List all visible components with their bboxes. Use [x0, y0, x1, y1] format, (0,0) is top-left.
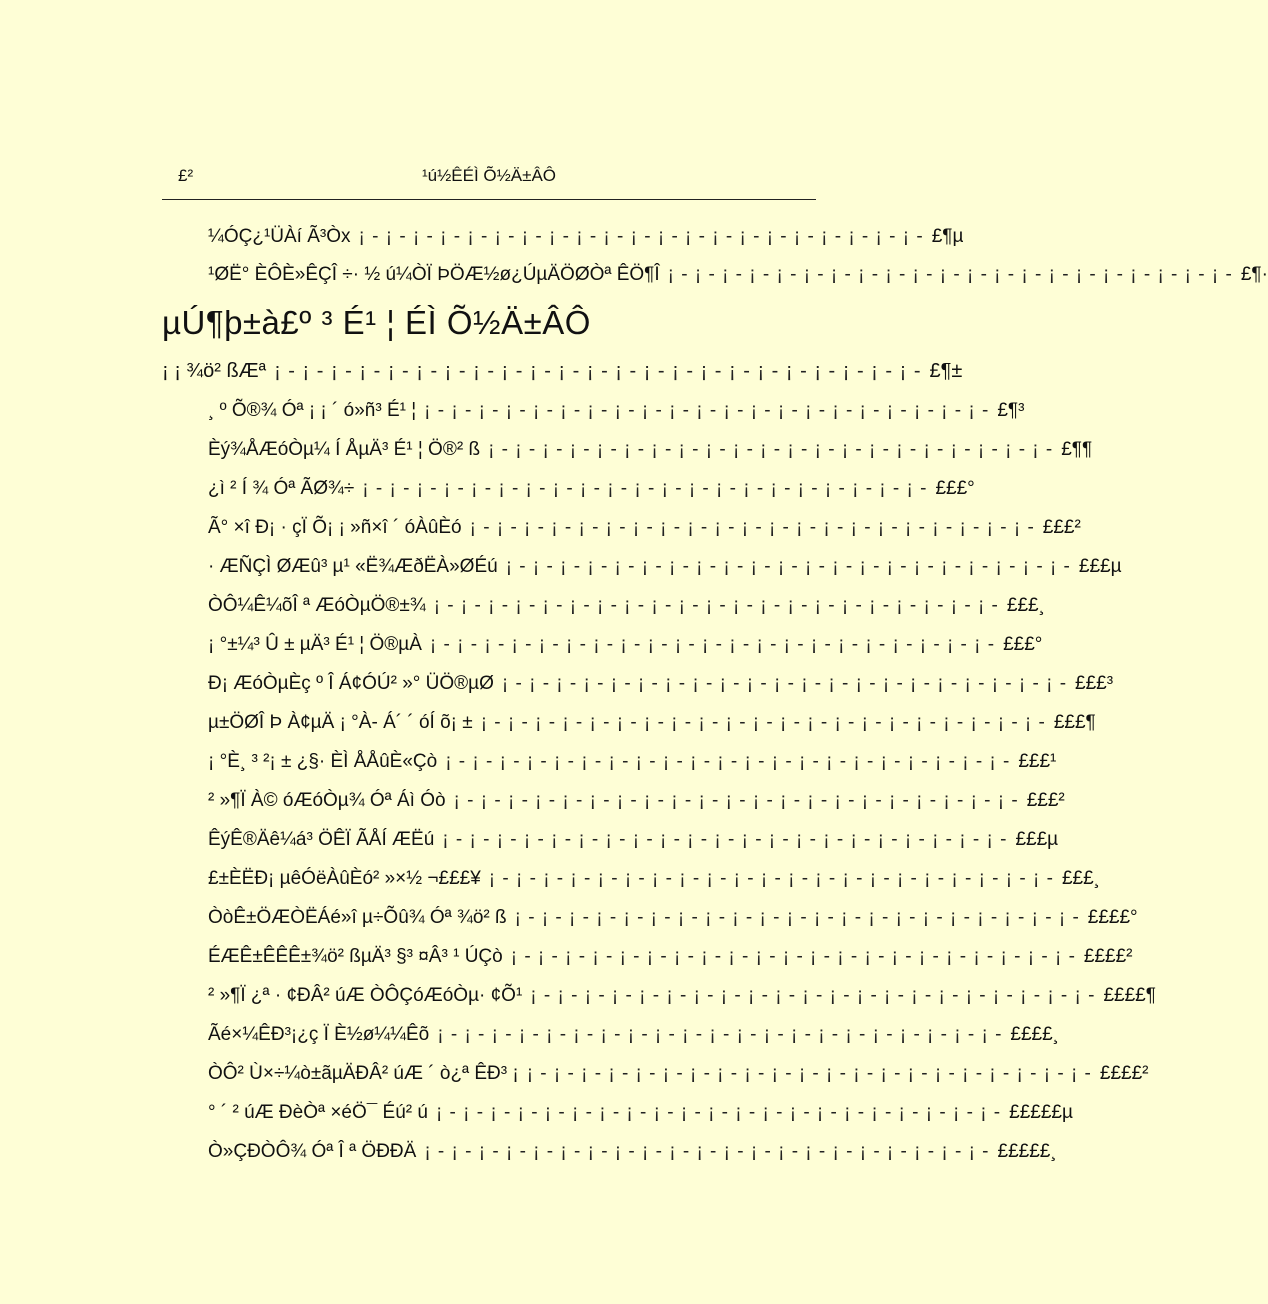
toc-entry-title: ÉÆÊ±ÊÊÊ±¾ö² ßµÄ³ §³ ¤Â³ ¹ ÚÇò	[208, 946, 503, 967]
toc-entry-title: ÒÔ¼Ê¼õÎ ª ÆóÒµÖ®±¾	[208, 595, 426, 616]
toc-leader: ¡ - ¡ - ¡ - ¡ - ¡ - ¡ - ¡ - ¡ - ¡ - ¡ - ¡ - ¡ - ¡ - ¡ - ¡ - ¡ - ¡ - ¡ - ¡ - ¡ - ¡ -	[442, 829, 1008, 850]
toc-entry-title: ÊýÊ®Äê¼á³ ÖÊÏ ÃÅÍ ÆËú	[208, 829, 435, 850]
toc-entry-page: £££¶	[1053, 712, 1096, 733]
toc-leader: ¡ - ¡ - ¡ - ¡ - ¡ - ¡ - ¡ - ¡ - ¡ - ¡ - ¡ - ¡ - ¡ - ¡ - ¡ - ¡ - ¡ - ¡ - ¡ - ¡ - ¡ -	[469, 517, 1035, 538]
toc-entry[interactable]	[208, 1102, 1073, 1132]
toc-entry[interactable]	[208, 1063, 1149, 1093]
toc-entry-page: ££££¸	[1010, 1024, 1060, 1045]
toc-leader: ¡ - ¡ - ¡ - ¡ - ¡ - ¡ - ¡ - ¡ - ¡ - ¡ - ¡ - ¡ - ¡ - ¡ - ¡ - ¡ - ¡ - ¡ - ¡ - ¡ - ¡ -	[514, 907, 1080, 928]
toc-entry[interactable]	[208, 868, 1100, 898]
toc-entry[interactable]	[208, 556, 1122, 586]
toc-entry-page: £££££µ	[1009, 1102, 1073, 1123]
toc-leader: ¡ - ¡ - ¡ - ¡ - ¡ - ¡ - ¡ - ¡ - ¡ - ¡ - ¡ - ¡ - ¡ - ¡ - ¡ - ¡ - ¡ - ¡ - ¡ - ¡ - ¡ -	[453, 790, 1019, 811]
toc-leader: ¡ - ¡ - ¡ - ¡ - ¡ - ¡ - ¡ - ¡ - ¡ - ¡ - ¡ - ¡ - ¡ - ¡ - ¡ - ¡ - ¡ - ¡ - ¡ - ¡ - ¡ -	[437, 1024, 1003, 1045]
toc-section-title: ¡ ¡ ¾ö² ßÆª	[162, 360, 267, 382]
toc-entry-title: ¹ØË° ÈÔÈ»ÊÇÎ ÷· ½ ú¼ÒÏ ÞÖÆ½ø¿ÚµÄÖØÒª ÊÖ¶Î	[208, 264, 660, 285]
toc-entry[interactable]	[208, 226, 964, 256]
running-title: ¹ú½ÊÉÌ Õ½Ä±ÂÔ	[421, 166, 557, 185]
toc-leader: ¡ - ¡ - ¡ - ¡ - ¡ - ¡ - ¡ - ¡ - ¡ - ¡ - ¡ - ¡ - ¡ - ¡ - ¡ - ¡ - ¡ - ¡ - ¡ - ¡ - ¡ -	[526, 1063, 1092, 1084]
toc-leader: ¡ - ¡ - ¡ - ¡ - ¡ - ¡ - ¡ - ¡ - ¡ - ¡ - ¡ - ¡ - ¡ - ¡ - ¡ - ¡ - ¡ - ¡ - ¡ - ¡ - ¡ -	[424, 400, 990, 421]
toc-entry-title: µ±ÖØÎ Þ À¢µÄ ¡ °À- Á´ ´ óÍ õ¡ ±	[208, 712, 473, 733]
toc-entry-page: £¶µ	[931, 226, 964, 247]
toc-entry-page: £££²	[1026, 790, 1065, 811]
toc-entry-page: £££££¸	[997, 1141, 1057, 1162]
toc-entry-title: ¡ °±¼³ Û ± µÄ³ É¹ ¦ Ö®µÀ	[208, 634, 422, 655]
toc-leader: ¡ - ¡ - ¡ - ¡ - ¡ - ¡ - ¡ - ¡ - ¡ - ¡ - ¡ - ¡ - ¡ - ¡ - ¡ - ¡ - ¡ - ¡ - ¡ - ¡ - ¡ -	[433, 595, 999, 616]
toc-leader: ¡ - ¡ - ¡ - ¡ - ¡ - ¡ - ¡ - ¡ - ¡ - ¡ - ¡ - ¡ - ¡ - ¡ - ¡ - ¡ - ¡ - ¡ - ¡ - ¡ - ¡ -	[424, 1141, 990, 1162]
toc-entry-page: £££°	[935, 478, 975, 499]
toc-entry-page: ££££°	[1087, 907, 1138, 928]
toc-entry[interactable]	[208, 478, 975, 508]
page-number: £²	[178, 166, 194, 185]
toc-entry[interactable]	[208, 829, 1059, 859]
chapter-heading[interactable]: µÚ¶þ±à£º ³ É¹ ¦ ÉÌ Õ½Ä±ÂÔ	[162, 304, 591, 341]
toc-entry[interactable]	[208, 751, 1057, 781]
toc-entry[interactable]	[208, 946, 1133, 976]
toc-leader: ¡ - ¡ - ¡ - ¡ - ¡ - ¡ - ¡ - ¡ - ¡ - ¡ - ¡ - ¡ - ¡ - ¡ - ¡ - ¡ - ¡ - ¡ - ¡ - ¡ - ¡ -	[488, 439, 1054, 460]
toc-entry-title: Èý¾ÅÆóÒµ¼ Í ÅµÄ³ É¹ ¦ Ö®² ß	[208, 439, 481, 460]
running-header	[162, 166, 816, 194]
toc-entry-title: ² »¶Ï À© óÆóÒµ¾ Óª Áì Óò	[208, 790, 446, 811]
toc-leader: ¡ - ¡ - ¡ - ¡ - ¡ - ¡ - ¡ - ¡ - ¡ - ¡ - ¡ - ¡ - ¡ - ¡ - ¡ - ¡ - ¡ - ¡ - ¡ - ¡ - ¡ -	[488, 868, 1054, 889]
toc-entry[interactable]	[208, 712, 1096, 742]
toc-entry[interactable]	[208, 595, 1045, 625]
toc-entry-page: ££££²	[1099, 1063, 1149, 1084]
toc-entry-page: £££¸	[1061, 868, 1100, 889]
toc-leader: ¡ - ¡ - ¡ - ¡ - ¡ - ¡ - ¡ - ¡ - ¡ - ¡ - ¡ - ¡ - ¡ - ¡ - ¡ - ¡ - ¡ - ¡ - ¡ - ¡ - ¡ -	[362, 478, 928, 499]
toc-entry-title: Ò»ÇÐÒÔ¾ Óª Î ª ÖÐÐÄ	[208, 1141, 417, 1162]
toc-entry[interactable]	[208, 673, 1114, 703]
toc-entry-title: ¿ì ² Í ¾ Óª ÃØ¾÷	[208, 478, 355, 499]
toc-entry-page: £££¹	[1018, 751, 1057, 772]
header-rule	[162, 199, 816, 200]
toc-entry[interactable]	[208, 264, 1268, 294]
toc-entry-title: ¸ º Õ®¾ Óª ¡ ¡ ´ ó»ñ³ É¹ ¦	[208, 400, 417, 421]
toc-entry[interactable]	[208, 1024, 1060, 1054]
toc-entry[interactable]	[208, 400, 1025, 430]
toc-entry-title: ² »¶Ï ¿ª · ¢ÐÂ² úÆ ÒÔÇóÆóÒµ· ¢Õ¹	[208, 985, 523, 1006]
toc-entry[interactable]	[208, 790, 1065, 820]
toc-entry[interactable]	[208, 634, 1043, 664]
toc-entry-page: £££²	[1042, 517, 1081, 538]
toc-leader: ¡ - ¡ - ¡ - ¡ - ¡ - ¡ - ¡ - ¡ - ¡ - ¡ - ¡ - ¡ - ¡ - ¡ - ¡ - ¡ - ¡ - ¡ - ¡ - ¡ - ¡ -	[435, 1102, 1002, 1123]
toc-leader: ¡ - ¡ - ¡ - ¡ - ¡ - ¡ - ¡ - ¡ - ¡ - ¡ - ¡ - ¡ - ¡ - ¡ - ¡ - ¡ - ¡ - ¡ - ¡ - ¡ - ¡ -	[530, 985, 1096, 1006]
toc-entry-page: £¶³	[997, 400, 1025, 421]
toc-entry-page: £¶¶	[1061, 439, 1093, 460]
toc-leader: ¡ - ¡ - ¡ - ¡ - ¡ - ¡ - ¡ - ¡ - ¡ - ¡ - ¡ - ¡ - ¡ - ¡ - ¡ - ¡ - ¡ - ¡ - ¡ - ¡ - ¡ -	[480, 712, 1046, 733]
toc-entry[interactable]	[208, 907, 1138, 937]
toc-entry-page: ££££²	[1083, 946, 1133, 967]
toc-leader: ¡ - ¡ - ¡ - ¡ - ¡ - ¡ - ¡ - ¡ - ¡ - ¡ - ¡ - ¡ - ¡ - ¡ - ¡ - ¡ - ¡ - ¡ - ¡ - ¡ - ¡ -	[510, 946, 1076, 967]
toc-entry[interactable]	[208, 517, 1081, 547]
toc-leader: ¡ - ¡ - ¡ - ¡ - ¡ - ¡ - ¡ - ¡ - ¡ - ¡ - ¡ - ¡ - ¡ - ¡ - ¡ - ¡ - ¡ - ¡ - ¡ - ¡ - ¡ -	[429, 634, 996, 655]
toc-entry-page: £££µ	[1015, 829, 1059, 850]
toc-entry-title: Ã° ×î Ð¡ · çÏ Õ¡ ¡ »ñ×î ´ óÀûÈó	[208, 517, 462, 538]
toc-leader: ¡ - ¡ - ¡ - ¡ - ¡ - ¡ - ¡ - ¡ - ¡ - ¡ - ¡ - ¡ - ¡ - ¡ - ¡ - ¡ - ¡ - ¡ - ¡ - ¡ - ¡ -	[505, 556, 1071, 577]
toc-leader: ¡ - ¡ - ¡ - ¡ - ¡ - ¡ - ¡ - ¡ - ¡ - ¡ - ¡ - ¡ - ¡ - ¡ - ¡ - ¡ - ¡ - ¡ - ¡ - ¡ - ¡ -	[501, 673, 1068, 694]
toc-entry-title: ° ´ ² úÆ ÐèÒª ×éÖ¯ Éú² ú	[208, 1102, 428, 1123]
toc-entry-title: Ãé×¼ÊÐ³¡¿ç Ï È½ø¼¼Êõ	[208, 1024, 430, 1045]
toc-entry-page: £££¸	[1006, 595, 1045, 616]
toc-entry-page: ££££¶	[1103, 985, 1156, 1006]
toc-entry-page: £££°	[1003, 634, 1043, 655]
toc-entry-page: £££³	[1075, 673, 1114, 694]
toc-entry-page: £££µ	[1078, 556, 1122, 577]
toc-section-page: £¶±	[929, 360, 963, 382]
toc-entry-page: £¶·	[1240, 264, 1268, 285]
toc-leader: ¡ - ¡ - ¡ - ¡ - ¡ - ¡ - ¡ - ¡ - ¡ - ¡ - ¡ - ¡ - ¡ - ¡ - ¡ - ¡ - ¡ - ¡ - ¡ - ¡ - ¡ - ¡ - ¡ -	[274, 360, 922, 382]
toc-entry-title: ÒÔ² Ù×÷¼ò±ãµÄÐÂ² úÆ ´ ò¿ª ÊÐ³ ¡	[208, 1063, 519, 1084]
toc-leader: ¡ - ¡ - ¡ - ¡ - ¡ - ¡ - ¡ - ¡ - ¡ - ¡ - ¡ - ¡ - ¡ - ¡ - ¡ - ¡ - ¡ - ¡ - ¡ - ¡ - ¡ -	[358, 226, 924, 247]
toc-entry-title: Ð¡ ÆóÒµÈç º Î Á¢ÓÚ² »° ÜÖ®µØ	[208, 673, 494, 694]
toc-entry[interactable]	[208, 439, 1093, 469]
toc-entry[interactable]	[208, 1141, 1057, 1171]
toc-entry-title: £±ÈËÐ¡ µêÓëÀûÈó² »×½ ¬£££¥	[208, 868, 481, 889]
toc-leader: ¡ - ¡ - ¡ - ¡ - ¡ - ¡ - ¡ - ¡ - ¡ - ¡ - ¡ - ¡ - ¡ - ¡ - ¡ - ¡ - ¡ - ¡ - ¡ - ¡ - ¡ -	[667, 264, 1233, 285]
toc-entry[interactable]	[208, 985, 1156, 1015]
toc-section[interactable]	[162, 360, 963, 390]
toc-entry-title: ÒòÊ±ÖÆÒËÁé»î µ÷Õû¾ Óª ¾ö² ß	[208, 907, 507, 928]
toc-entry-title: · ÆÑÇÌ ØÆû³ µ¹ «Ë¾ÆðËÀ»ØÉú	[208, 556, 498, 577]
toc-leader: ¡ - ¡ - ¡ - ¡ - ¡ - ¡ - ¡ - ¡ - ¡ - ¡ - ¡ - ¡ - ¡ - ¡ - ¡ - ¡ - ¡ - ¡ - ¡ - ¡ - ¡ -	[445, 751, 1011, 772]
toc-entry-title: ¡ °È¸ ³ ²¡ ± ¿§· ÈÌ ÅÅûÈ«Çò	[208, 751, 438, 772]
toc-entry-title: ¼ÓÇ¿¹ÜÀí Ã³Òx	[208, 226, 351, 247]
